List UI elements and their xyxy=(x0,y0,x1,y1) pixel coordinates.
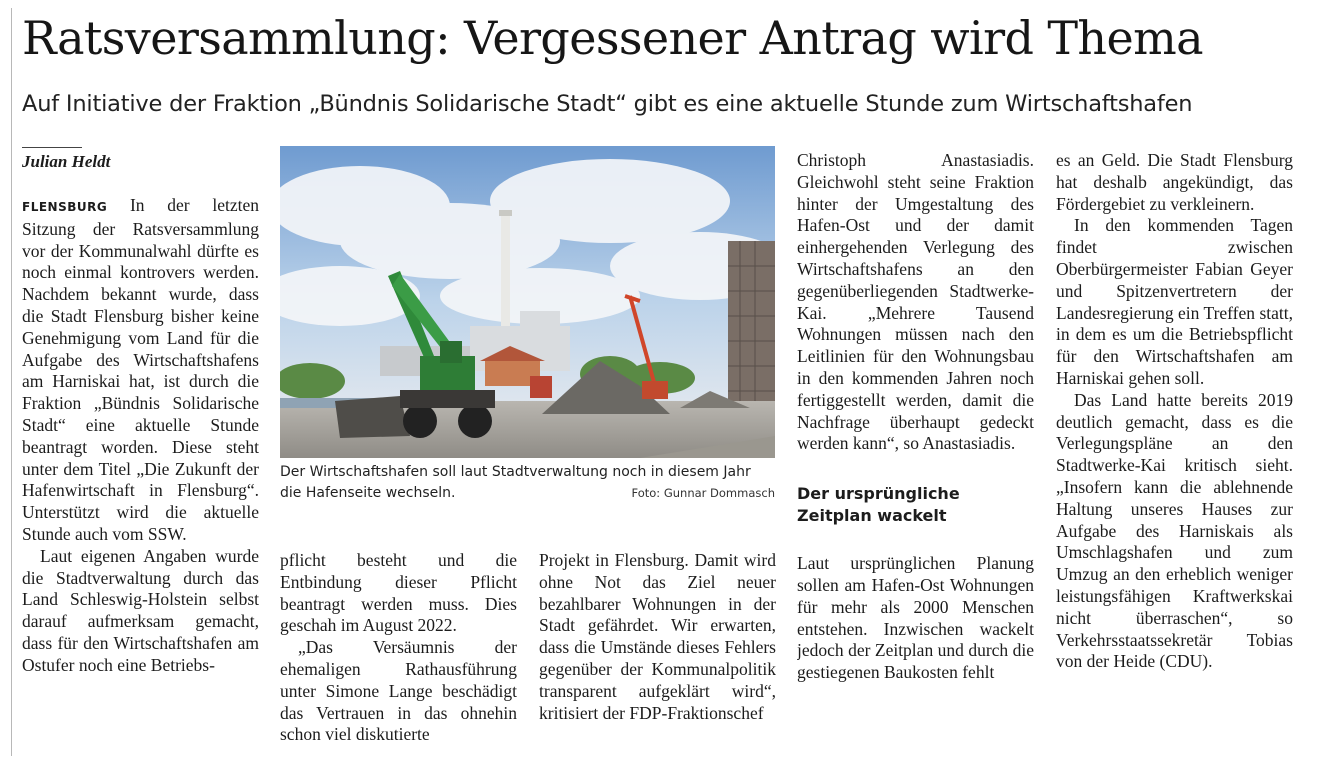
photo-caption xyxy=(280,462,775,504)
truck xyxy=(530,376,552,398)
paragraph: Laut eigenen Angaben wurde die Stadtverwaltung durch das Land Schleswig-Holstein selbst darauf aufmerksam gemacht, dass für den Wirtschaftshafen am Ostufer noch eine Betriebs- xyxy=(22,545,259,675)
text-column-2 xyxy=(280,550,517,755)
paragraph: Das Land hatte bereits 2019 deutlich gemacht, dass es die Verlegungspläne an den Stadtwerke-Kai kritisch sieht. „Insofern kann die ablehnende Haltung unseres Hauses zur Aufgabe des Harniskais als Umschlagshafen und zum Umzug an den erheblich weniger leistungsfähigen Kraftwerkskai nicht überraschen“, so Verkehrsstaatssekretär Tobias von der Heide (CDU). xyxy=(1056,389,1293,672)
paragraph: es an Geld. Die Stadt Flensburg hat deshalb angekündigt, das Fördergebiet zu verkleinern. xyxy=(1056,150,1293,214)
paragraph: pflicht besteht und die Entbindung dieser Pflicht beantragt werden muss. Dies geschah im August 2022. xyxy=(280,550,517,636)
paragraph: Laut ursprünglichen Planung sollen am Hafen-Ost Wohnungen für mehr als 2000 Menschen entstehen. Inzwischen wackelt jedoch der Zeitplan und durch die gestiegenen Baukosten fehlt xyxy=(797,553,1034,683)
article-photo xyxy=(280,146,775,458)
section-heading: Der ursprüngliche Zeitplan wackelt xyxy=(797,484,960,526)
text-column-3 xyxy=(539,550,776,755)
paragraph: „Das Versäumnis der ehemaligen Rathausführung unter Simone Lange beschädigt das Vertrauen in das ohnehin schon viel diskutierte xyxy=(280,637,517,745)
text-column-5 xyxy=(1056,150,1293,755)
text-column-4 xyxy=(797,150,1034,755)
paragraph xyxy=(22,195,259,546)
photo-credit: Foto: Gunnar Dommasch xyxy=(631,486,775,500)
paragraph: Christoph Anastasiadis. Gleichwohl steht seine Fraktion hinter der Umgestaltung des Hafen-Ost und der damit einhergehenden Verlegung des Wirtschaftshafens an den gegenüberliegenden Stadtwerke-Kai. „Mehrere Tausend Wohnungen müssen nach den Leitlinien für den Wohnungsbau in den kommenden Jahren noch fertiggestellt werden, damit die Nachfrage überhaupt gedeckt werden kann“, so Anastasiadis. xyxy=(797,150,1034,454)
paragraph: Projekt in Flensburg. Damit wird ohne Not das Ziel neuer bezahlbarer Wohnungen in der Stadt gefährdet. Wir erwarten, dass die Umstände dieses Fehlers gegenüber der Kommunalpolitik transparent aufgeklärt wird“, kritisiert der FDP-Fraktionschef xyxy=(539,550,776,723)
column-rule xyxy=(11,8,12,756)
author-byline: Julian Heldt xyxy=(22,152,111,171)
byline-rule xyxy=(22,147,82,148)
text-column-1 xyxy=(22,195,259,755)
subheadline: Auf Initiative der Fraktion „Bündnis Solidarische Stadt“ gibt es eine aktuelle Stunde zum Wirtschaftshafen xyxy=(22,91,1193,117)
dateline: FLENSBURG xyxy=(22,200,108,214)
headline: Ratsversammlung: Vergessener Antrag wird Thema xyxy=(22,11,1203,65)
caption-text: Der Wirtschaftshafen soll laut Stadtverwaltung noch in diesem Jahr die Hafenseite wechseln. xyxy=(280,464,751,501)
paragraph-text: In der letzten Sitzung der Ratsversammlung vor der Kommunalwahl dürfte es noch einmal kontrovers werden. Nachdem bekannt wurde, dass die Stadt Flensburg bisher keine Genehmigung vom Land für die Aufgabe des Wirtschaftshafens am Harniskai hat, ist durch die Fraktion „Bündnis Solidarische Stadt“ eine aktuelle Stunde beantragt worden. Diese steht unter dem Titel „Die Zukunft der Hafenwirtschaft in Flensburg“. Unterstützt wird die aktuelle Stunde auch vom SSW. xyxy=(22,195,259,544)
paragraph: In den kommenden Tagen findet zwischen Oberbürgermeister Fabian Geyer und Spitzenvertretern der Landesregierung ein Treffen statt, in dem es um die Betriebspflicht für den Wirtschaftshafen am Harniskai gehen soll. xyxy=(1056,215,1293,388)
